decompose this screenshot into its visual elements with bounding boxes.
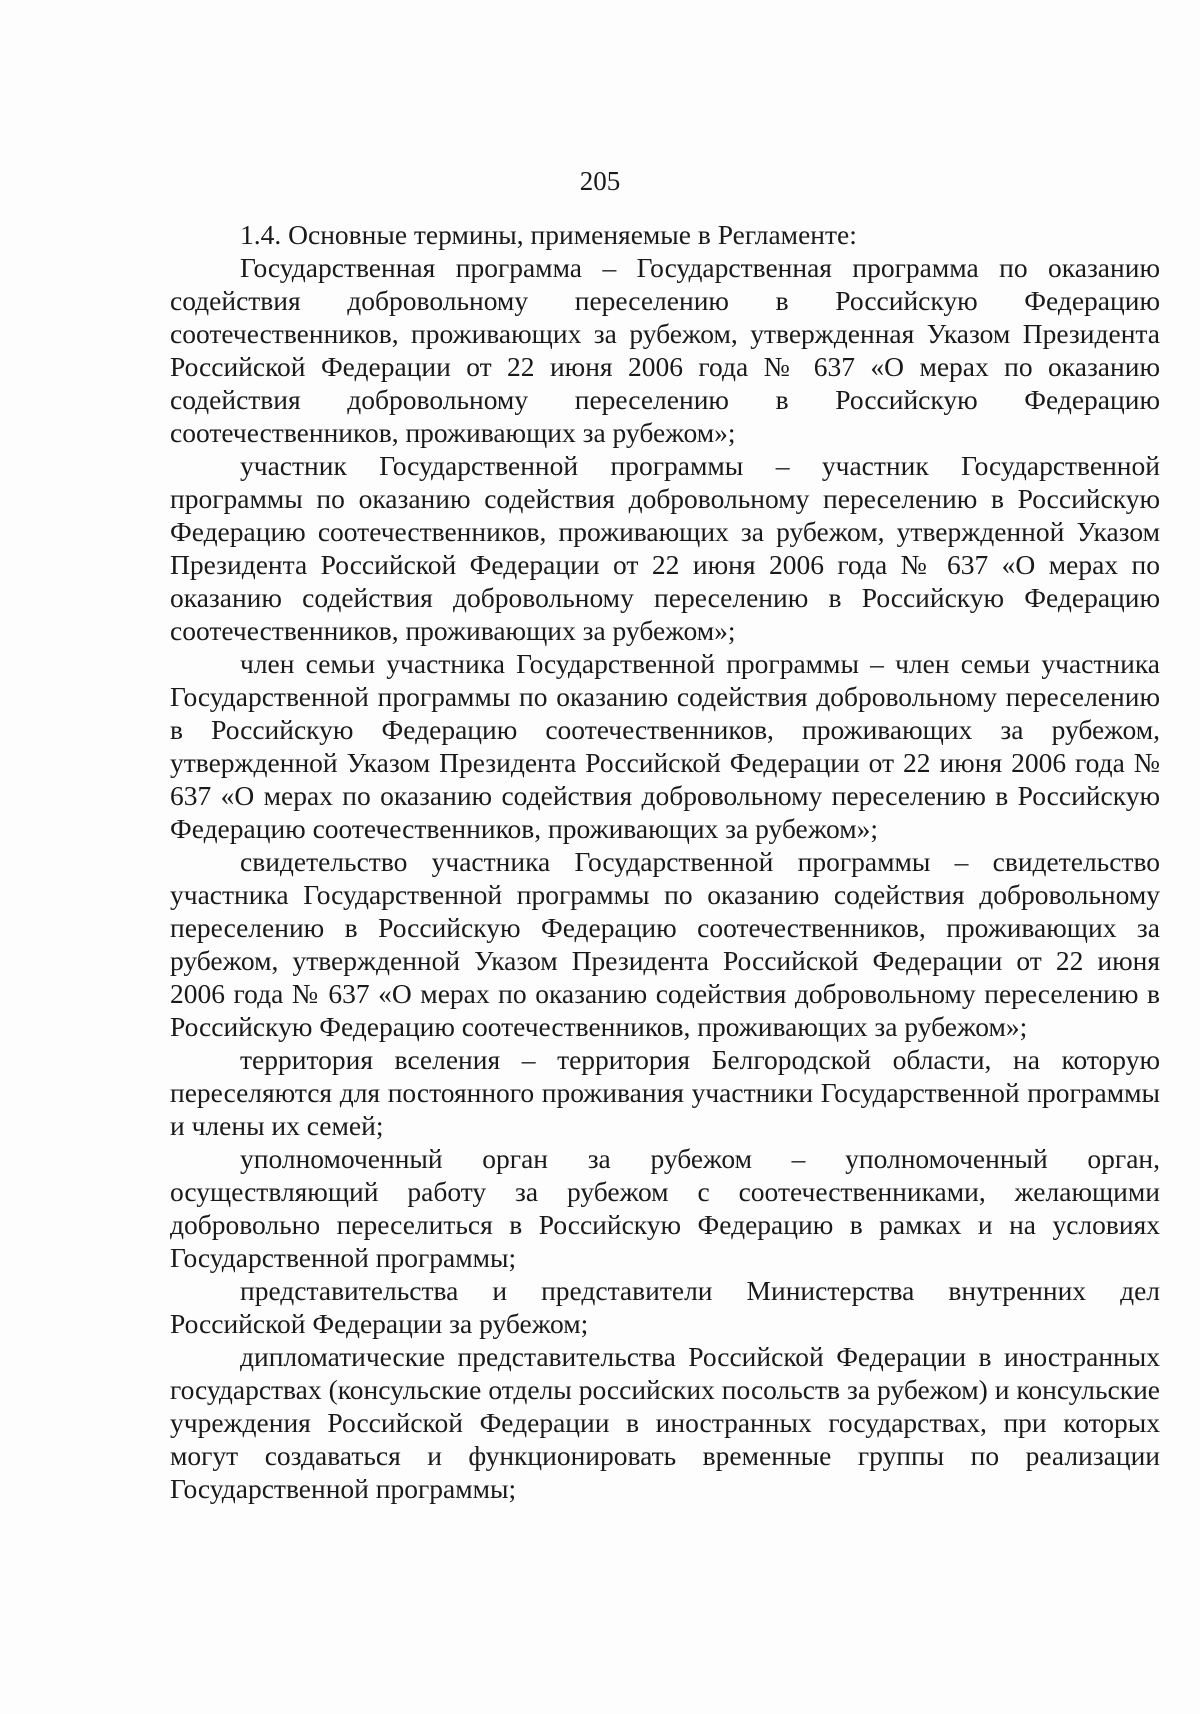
term-definition-state-program: Государственная программа – Государственная программа по оказанию содействия добровольному переселению в Российскую Федерацию соотечественников, проживающих за рубежом, утвержденная Указом Президента Российской Федерации от 22 июня 2006 года № 637 «О мерах по оказанию содействия добровольному переселению в Российскую Федерацию соотечественников, проживающих за рубежом»; [170,252,1160,448]
section-heading: 1.4. Основные термины, применяемые в Регламенте: [240,219,857,250]
term-definition-program-participant: участник Государственной программы – участник Государственной программы по оказанию содействия добровольному переселению в Российскую Федерацию соотечественников, проживающих за рубежом, утвержденной Указом Президента Российской Федерации от 22 июня 2006 года № 637 «О мерах по оказанию содействия добровольному переселению в Российскую Федерацию соотечественников, проживающих за рубежом»; [170,450,1160,646]
term-definition-family-member: член семьи участника Государственной программы – член семьи участника Государственной программы по оказанию содействия добровольному переселению в Российскую Федерацию соотечественников, проживающих за рубежом, утвержденной Указом Президента Российской Федерации от 22 июня 2006 года № 637 «О мерах по оказанию содействия добровольному переселению в Российскую Федерацию соотечественников, проживающих за рубежом»; [170,648,1160,844]
page-number: 205 [579,166,621,196]
term-definition-settlement-territory: территория вселения – территория Белгородской области, на которую переселяются для постоянного проживания участники Государственной программы и члены их семей; [170,1044,1160,1141]
term-definition-diplomatic-missions: дипломатические представительства Российской Федерации в иностранных государствах (консульские отделы российских посольств за рубежом) и консульские учреждения Российской Федерации в иностранных государствах, при которых могут создаваться и функционировать временные группы по реализации Государственной программы; [170,1341,1160,1504]
term-definition-mvd-representatives: представительства и представители Министерства внутренних дел Российской Федерации за рубежом; [170,1275,1160,1339]
term-definition-authorized-body: уполномоченный орган за рубежом – уполномоченный орган, осуществляющий работу за рубежом с соотечественниками, желающими добровольно переселиться в Российскую Федерацию в рамках и на условиях Государственной программы; [170,1143,1160,1273]
term-definition-participant-certificate: свидетельство участника Государственной программы – свидетельство участника Государственной программы по оказанию содействия добровольному переселению в Российскую Федерацию соотечественников, проживающих за рубежом, утвержденной Указом Президента Российской Федерации от 22 июня 2006 года № 637 «О мерах по оказанию содействия добровольному переселению в Российскую Федерацию соотечественников, проживающих за рубежом»; [170,846,1160,1042]
document-body [170,218,1160,1505]
